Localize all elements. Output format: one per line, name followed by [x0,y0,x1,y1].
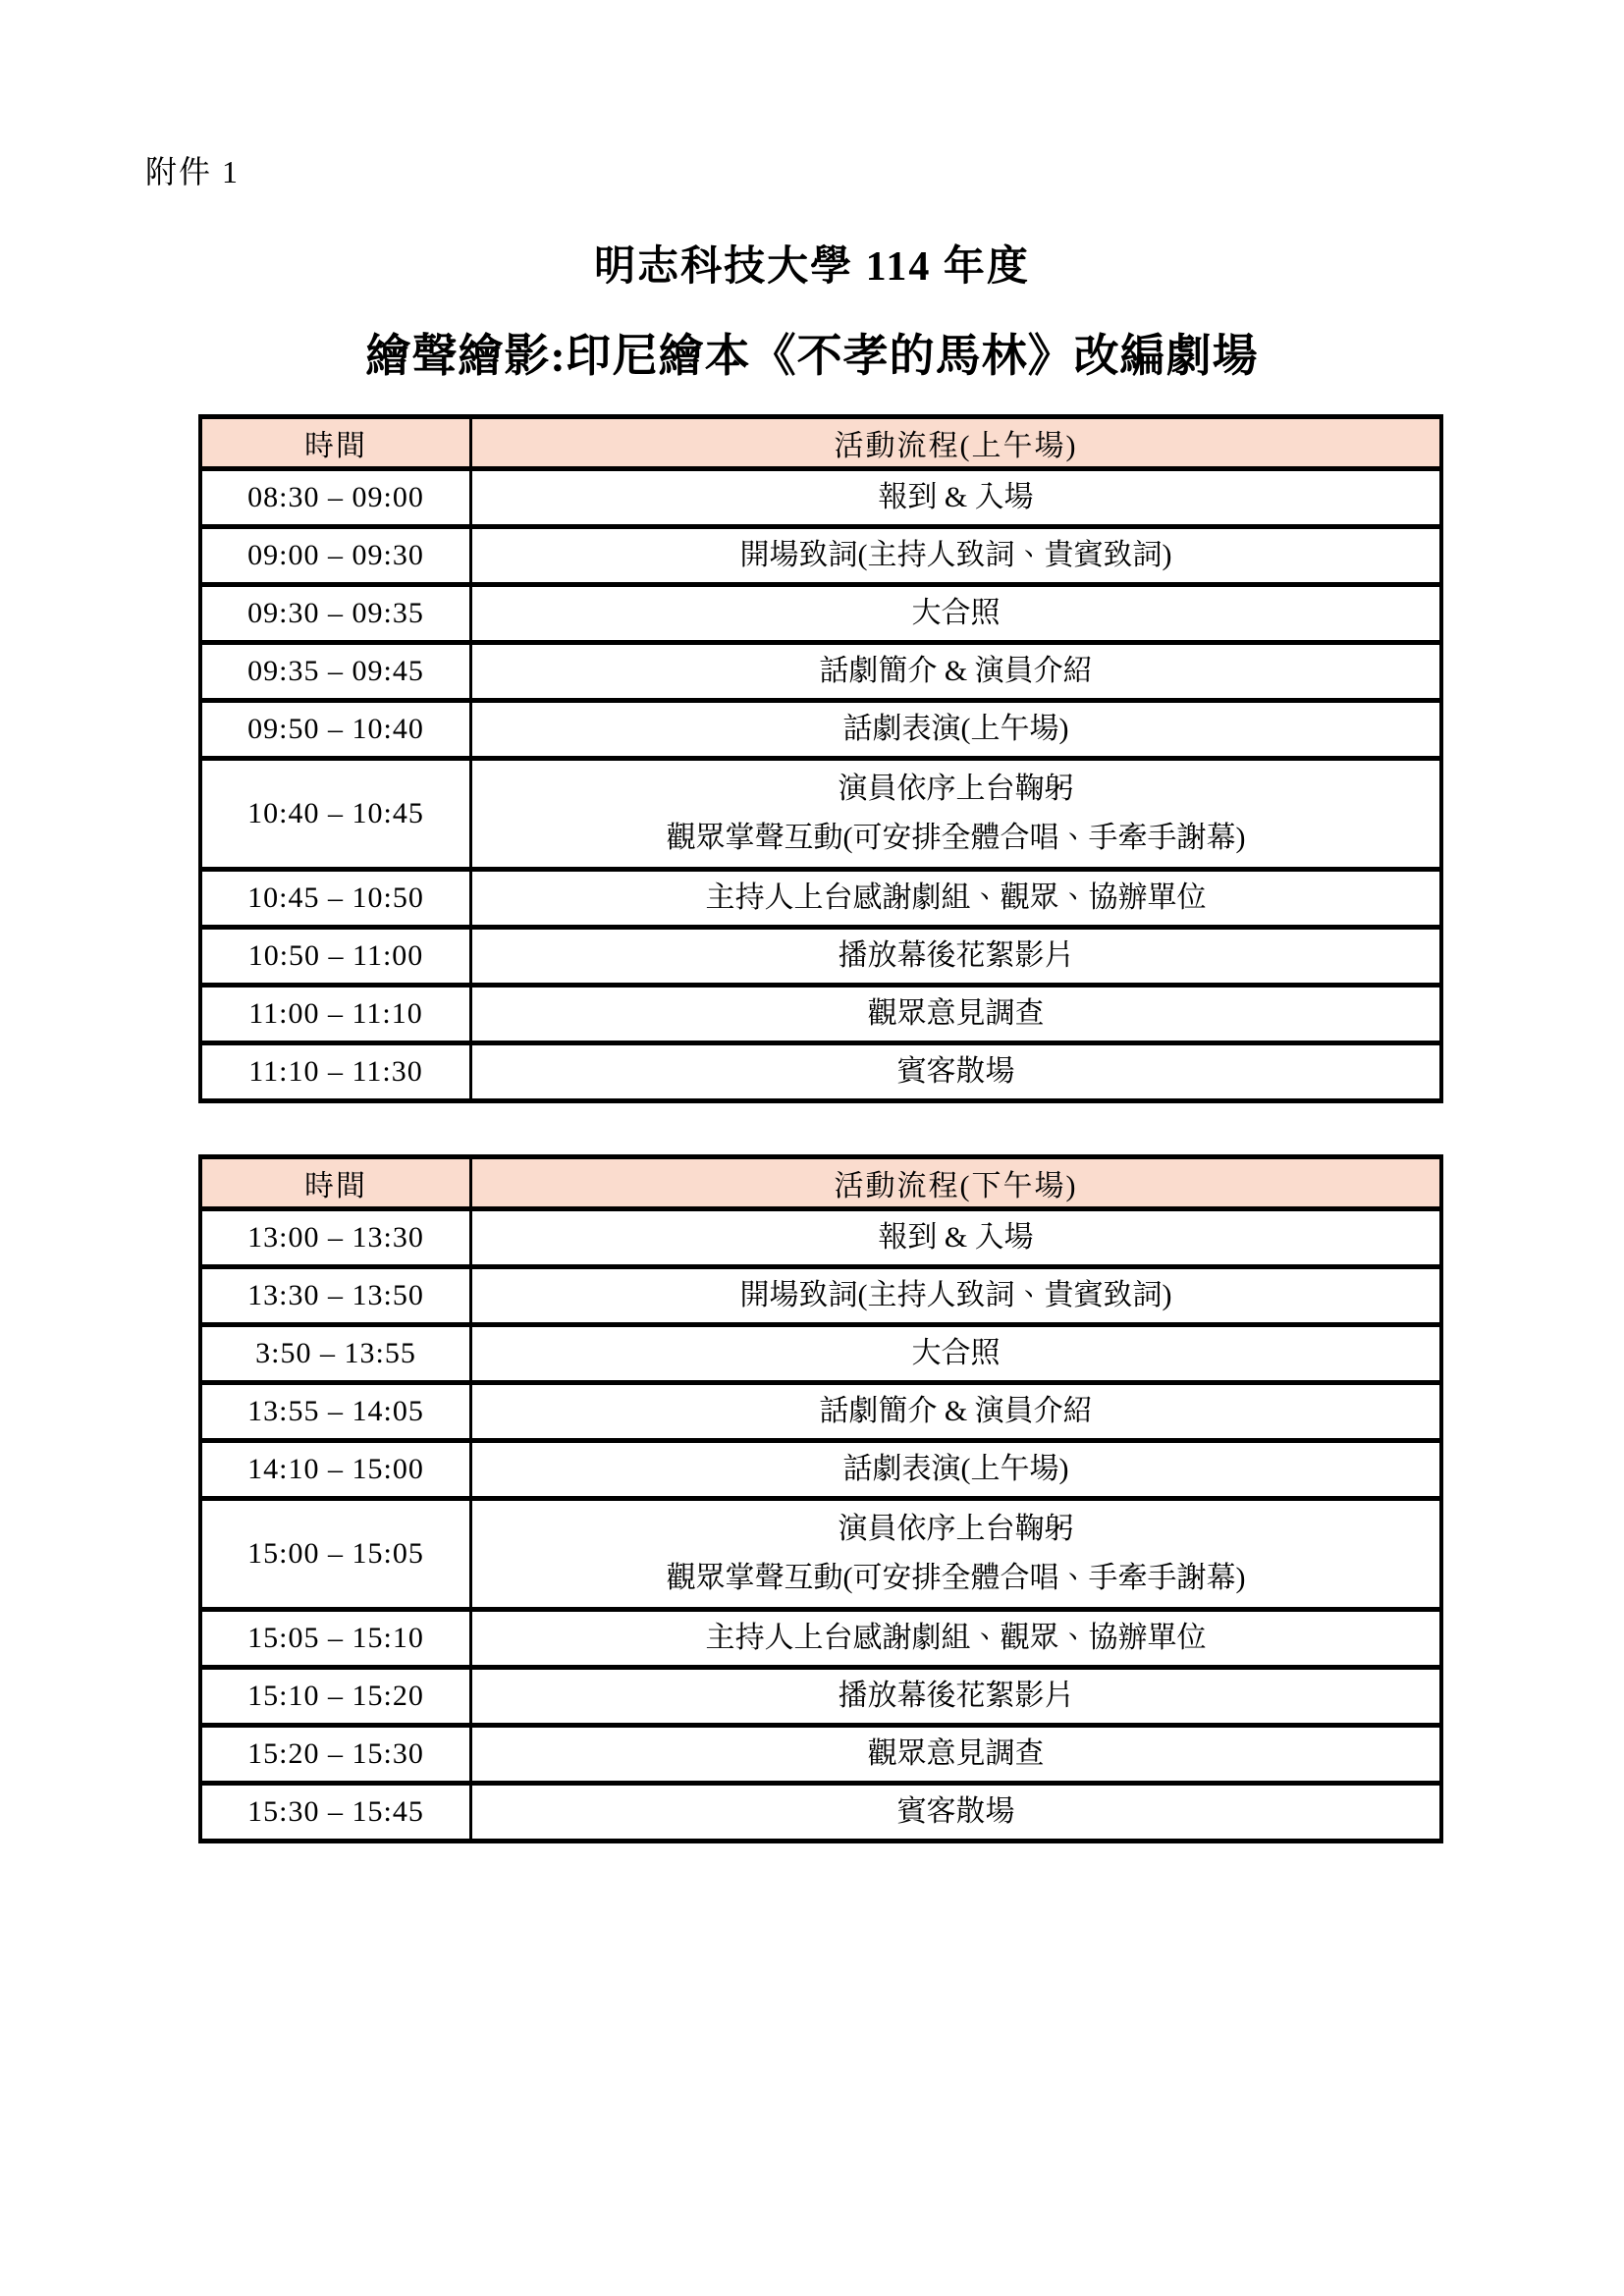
table-row [200,1499,1441,1610]
activity-line: 播放幕後花絮影片 [838,1679,1074,1712]
table-row [200,1267,1441,1325]
table-row [200,1325,1441,1383]
activity-line: 觀眾掌聲互動(可安排全體合唱、手牽手謝幕) [666,822,1246,854]
activity-cell [471,1784,1442,1842]
activity-line: 觀眾掌聲互動(可安排全體合唱、手牽手謝幕) [666,1562,1246,1594]
table-row [200,469,1441,527]
time-cell: 09:50 – 10:40 [200,701,471,759]
activity-cell [471,1383,1442,1441]
page-subtitle: 繪聲繪影:印尼繪本《不孝的馬林》改編劇場 [365,331,1259,381]
time-cell: 11:10 – 11:30 [200,1043,471,1101]
page-title: 明志科技大學 114 年度 [594,244,1030,290]
time-cell: 11:00 – 11:10 [200,986,471,1043]
table-row [200,1383,1441,1441]
activity-column-header: 活動流程(上午場) [471,417,1442,469]
time-cell: 09:30 – 09:35 [200,585,471,643]
attachment-label: 附件 1 [145,154,241,189]
activity-cell [471,1499,1442,1610]
time-column-header: 時間 [200,417,471,469]
activity-cell [471,701,1442,759]
activity-line: 大合照 [911,1336,1001,1369]
table-row [200,1610,1441,1668]
activity-cell [471,1610,1442,1668]
time-cell: 10:45 – 10:50 [200,870,471,928]
activity-line: 賓客散場 [896,1054,1015,1088]
time-cell: 14:10 – 15:00 [200,1441,471,1499]
header-row [200,1157,1441,1209]
time-cell: 15:00 – 15:05 [200,1499,471,1610]
activity-cell [471,469,1442,527]
activity-cell [471,928,1442,986]
time-cell: 09:35 – 09:45 [200,643,471,701]
activity-line: 主持人上台感謝劇組、觀眾、協辦單位 [705,1621,1207,1654]
activity-line: 觀眾意見調查 [867,996,1045,1030]
time-cell: 13:55 – 14:05 [200,1383,471,1441]
activity-line: 話劇簡介 & 演員介紹 [819,654,1093,687]
time-cell: 13:30 – 13:50 [200,1267,471,1325]
time-cell: 15:30 – 15:45 [200,1784,471,1842]
table-row [200,986,1441,1043]
activity-line: 演員依序上台鞠躬 [838,1512,1074,1545]
table-row [200,701,1441,759]
time-cell: 3:50 – 13:55 [200,1325,471,1383]
activity-cell [471,1267,1442,1325]
schedule-table-morning [198,414,1443,1103]
header-row [200,417,1441,469]
activity-cell [471,759,1442,870]
time-cell: 10:50 – 11:00 [200,928,471,986]
activity-line: 開場致詞(主持人致詞、貴賓致詞) [739,538,1172,571]
activity-cell [471,1726,1442,1784]
activity-cell [471,1043,1442,1101]
activity-cell [471,643,1442,701]
activity-line: 賓客散場 [896,1794,1015,1828]
time-cell: 08:30 – 09:00 [200,469,471,527]
table-row [200,928,1441,986]
time-cell: 10:40 – 10:45 [200,759,471,870]
activity-column-header: 活動流程(下午場) [471,1157,1442,1209]
activity-line: 報到 & 入場 [878,480,1034,513]
activity-cell [471,870,1442,928]
table-row [200,585,1441,643]
activity-cell [471,1668,1442,1726]
activity-line: 話劇表演(上午場) [842,1452,1069,1485]
activity-cell [471,1441,1442,1499]
table-row [200,527,1441,585]
activity-line: 大合照 [911,596,1001,629]
activity-line: 開場致詞(主持人致詞、貴賓致詞) [739,1278,1172,1311]
activity-line: 播放幕後花絮影片 [838,938,1074,972]
time-cell: 09:00 – 09:30 [200,527,471,585]
table-row [200,1668,1441,1726]
time-cell: 13:00 – 13:30 [200,1209,471,1267]
activity-cell [471,585,1442,643]
activity-line: 觀眾意見調查 [867,1736,1045,1770]
activity-cell [471,1325,1442,1383]
table-row [200,759,1441,870]
activity-line: 話劇簡介 & 演員介紹 [819,1394,1093,1427]
activity-line: 話劇表演(上午場) [842,712,1069,745]
table-row [200,1043,1441,1101]
activity-line: 主持人上台感謝劇組、觀眾、協辦單位 [705,881,1207,914]
time-cell: 15:10 – 15:20 [200,1668,471,1726]
schedule-table-afternoon [198,1154,1443,1843]
activity-cell [471,1209,1442,1267]
time-column-header: 時間 [200,1157,471,1209]
table-row [200,1209,1441,1267]
activity-line: 演員依序上台鞠躬 [838,772,1074,805]
time-cell: 15:05 – 15:10 [200,1610,471,1668]
table-row [200,1441,1441,1499]
activity-cell [471,986,1442,1043]
time-cell: 15:20 – 15:30 [200,1726,471,1784]
table-row [200,1726,1441,1784]
activity-cell [471,527,1442,585]
table-row [200,643,1441,701]
activity-line: 報到 & 入場 [878,1220,1034,1254]
table-row [200,1784,1441,1842]
table-row [200,870,1441,928]
